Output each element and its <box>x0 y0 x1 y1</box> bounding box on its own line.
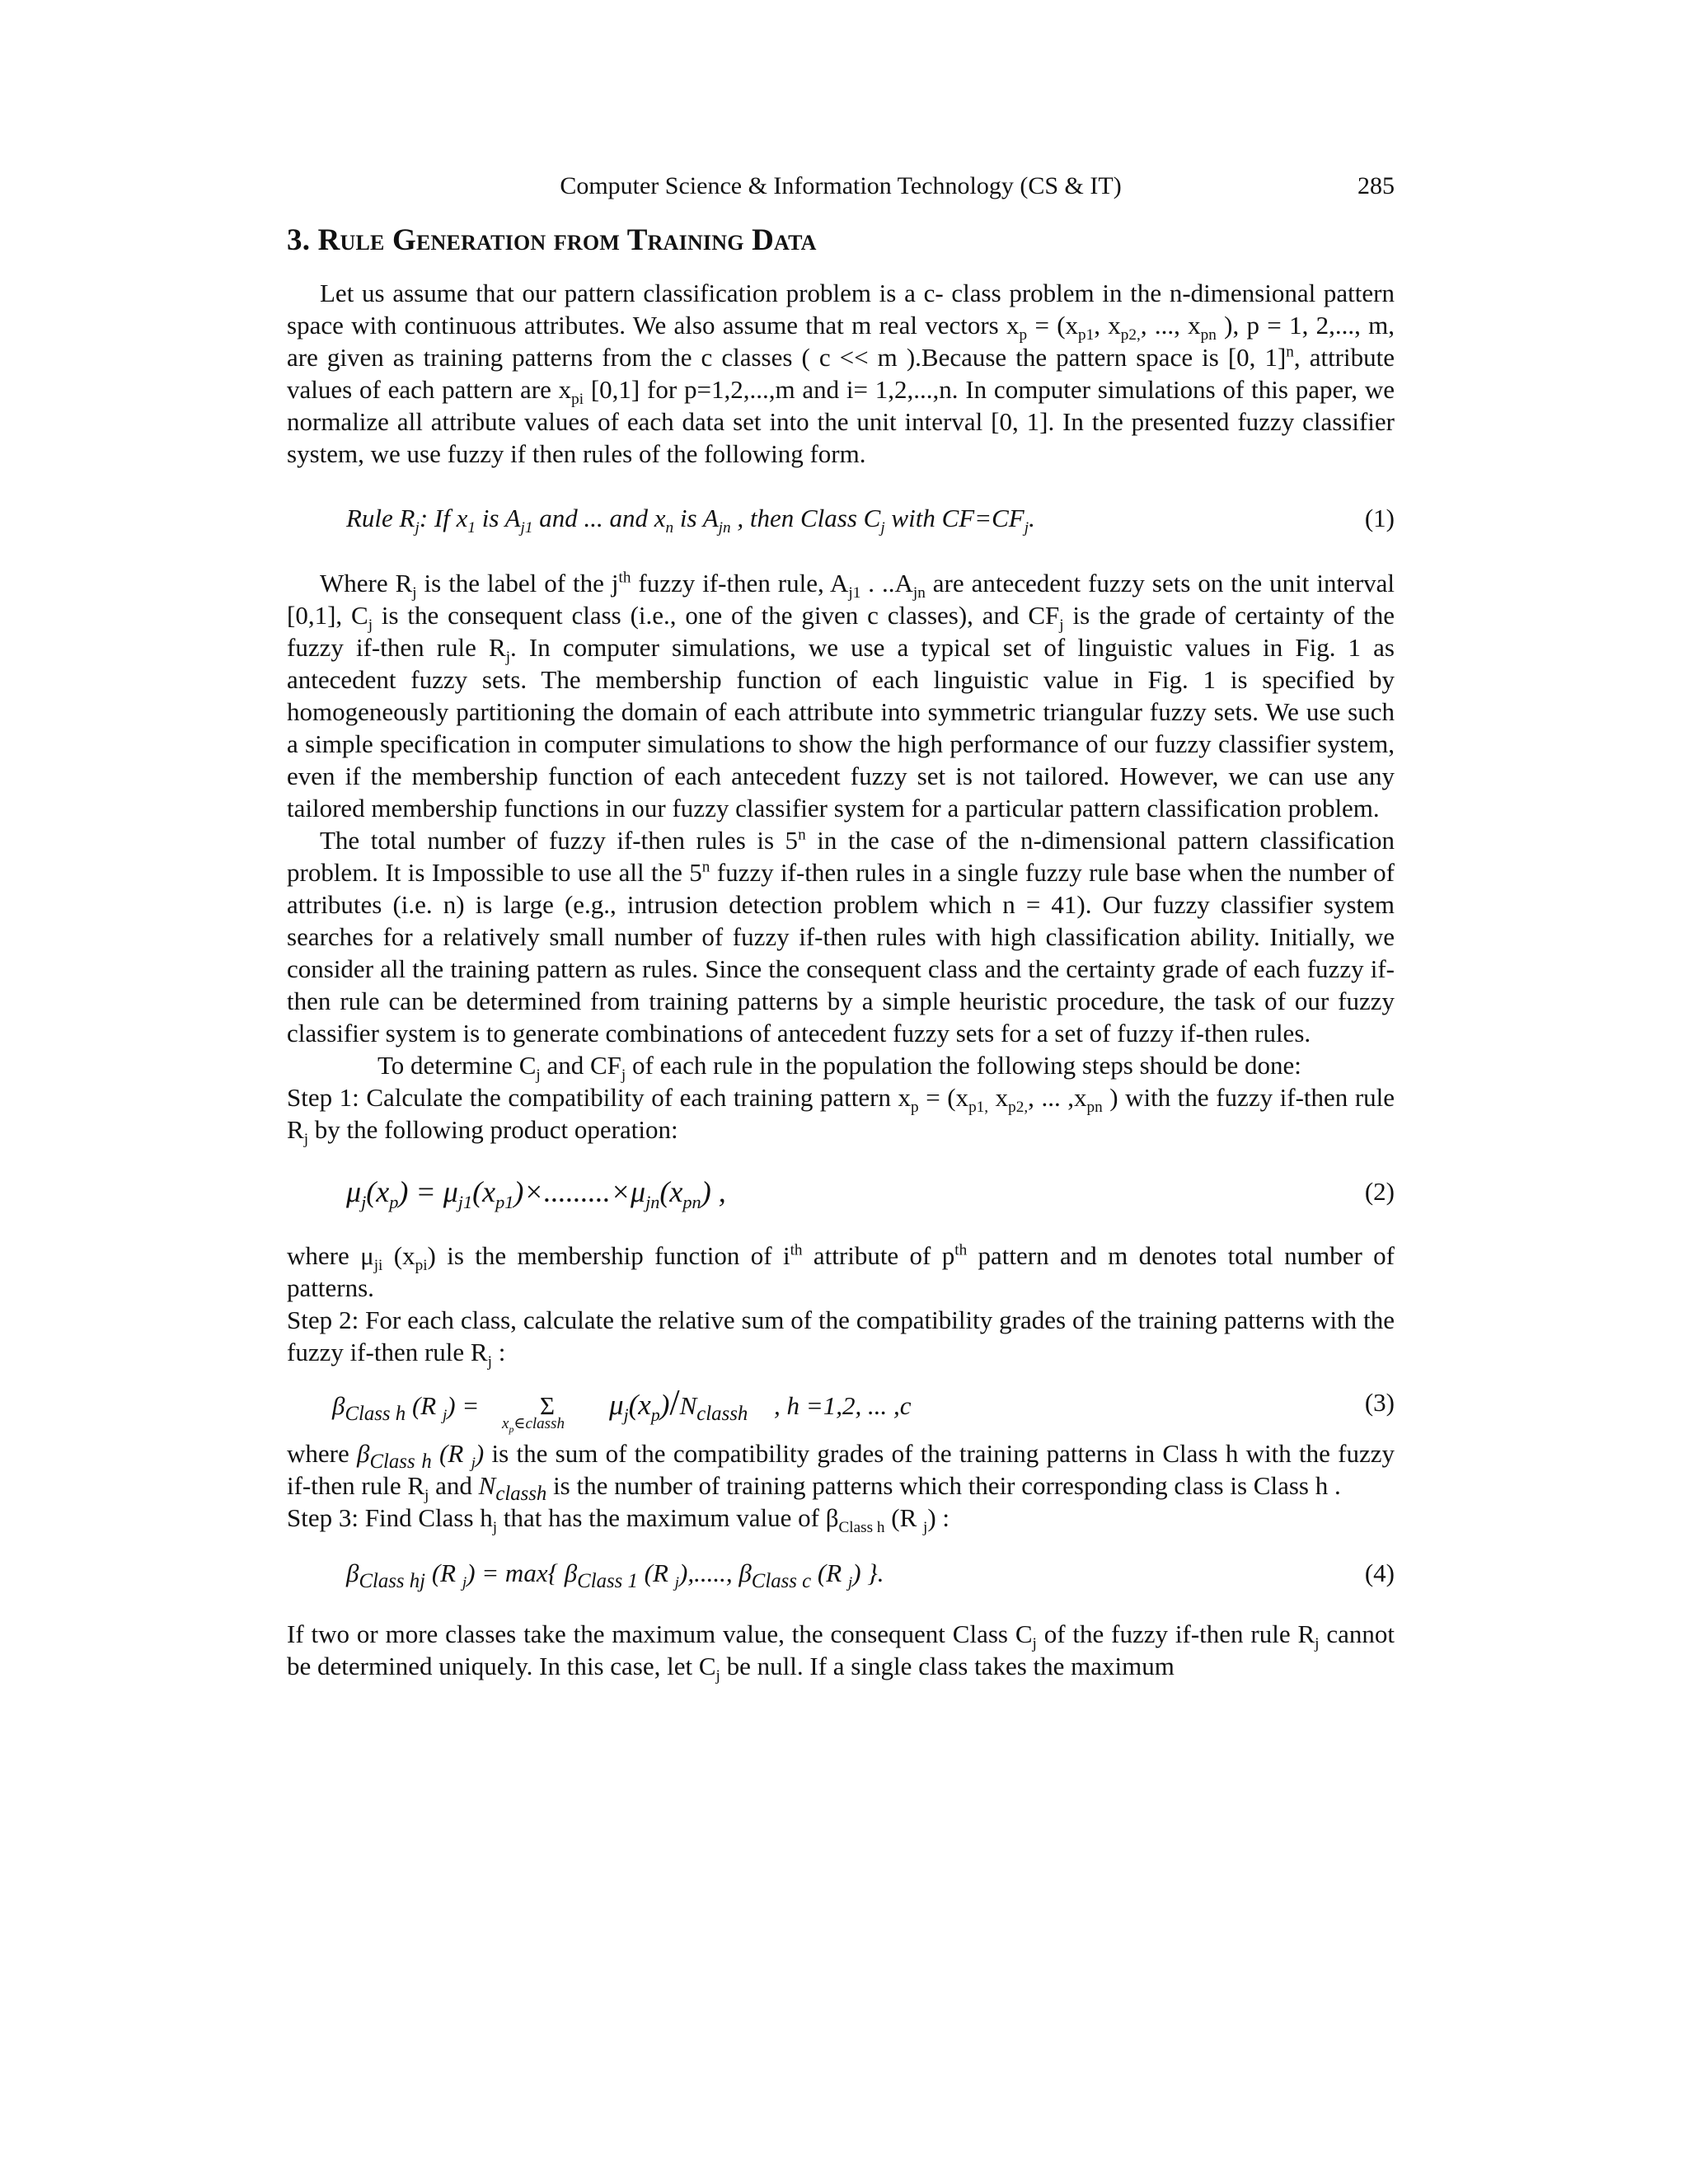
equation-4-body: $\beta_{Class hj}$ (R $_j$) = max{ $\beta_{Class 1}$ (R $_j$),....., $\beta_{Class c}$ (R $_j$) }. <box>346 1558 884 1593</box>
equation-1 <box>287 502 1395 535</box>
step-1: Step 1: Calculate the compatibility of each training pattern $x_p = (x_{p1,}$ $x_{p2,}$, ... $,x_{pn}$ ) with the fuzzy if-then rule $R_j$ by the following product operation: <box>287 1083 1395 1149</box>
equation-2-number: (2) <box>1364 1177 1395 1206</box>
equation-2-body: $\mu_j(x_p) = \mu_{j1}(x_{p1})\times.........\times\mu_{jn}(x_{pn})$ , <box>346 1175 726 1213</box>
journal-name: Computer Science & Information Technology (CS & IT) <box>560 172 1122 199</box>
where-1: where $\mu_{ji}$ $(x_{pi})$ is the membership function of $i^{th}$ attribute of $p^{th}$ pattern and m denotes total number of patterns. <box>287 1241 1395 1302</box>
equation-1-number: (1) <box>1364 504 1395 532</box>
step-3: Step 3: Find Class $h_j$ that has the maximum value of $\beta_{Class h}$ (R $_j$) : <box>287 1503 950 1537</box>
paragraph-4: To determine $C_j$ and $CF_j$ of each rule in the population the following steps should be done: <box>377 1051 1301 1085</box>
equation-1-body: Rule $R_j$: If $x_1$ is $A_{j1}$ and ... and $x_n$ is $A_{jn}$ , then Class $C_j$ with $CF=CF_j$. <box>346 504 1035 537</box>
page-number: 285 <box>1357 172 1395 199</box>
main-column <box>287 221 1395 1685</box>
equation-3-number: (3) <box>1364 1388 1395 1417</box>
equation-2 <box>287 1175 1395 1212</box>
equation-4-number: (4) <box>1364 1558 1395 1587</box>
step-2: Step 2: For each class, calculate the relative sum of the compatibility grades of the training patterns with the fuzzy if-then rule $R_j$ : <box>287 1305 1395 1371</box>
paragraph-3: The total number of fuzzy if-then rules is 5$^n$ in the case of the n-dimensional pattern classification problem. It is Impossible to use all the 5$^n$ fuzzy if-then rules in a single fuzzy rule base when the number of attributes (i.e. n) is large (e.g., intrusion detection problem which n = 41). Our fuzzy classifier system searches for a relatively small number of fuzzy if-then rules with high classification ability. Initially, we consider all the training pattern as rules. Since the consequent class and the certainty grade of each fuzzy if-then rule can be determined from training patterns by a simple heuristic procedure, the task of our fuzzy classifier system is to generate combinations of antecedent fuzzy sets for a set of fuzzy if-then rules. <box>287 826 1395 1047</box>
paragraph-1: Let us assume that our pattern classification problem is a c- class problem in the n-dimensional pattern space with continuous attributes. We also assume that m real vectors $x_p = (x_{p1}$, $x_{p2,}$, ..., $x_{pn}$ ), p = 1, 2,..., m, are given as training patterns from the c classes ( c << m ).Because the pattern space is [0, 1]$^n$, attribute values of each pattern are $x_{pi}$ [0,1] for p=1,2,...,m and i= 1,2,...,n. In computer simulations of this paper, we normalize all attribute values of each data set into the unit interval [0, 1]. In the presented fuzzy classifier system, we use fuzzy if then rules of the following form. <box>287 279 1395 468</box>
paragraph-last: If two or more classes take the maximum value, the consequent Class $C_j$ of the fuzzy if-then rule $R_j$ cannot be determined uniquely. In this case, let $C_j$ be null. If a single class takes the maximum <box>287 1619 1395 1685</box>
equation-3-body: $\beta_{Class h}$ (R $_j$) = Σ $x_p\in classh$ $\mu_j(x_p)/N_{classh}$ , h =1,2, ... ,c <box>332 1382 912 1435</box>
paragraph-2: Where $R_j$ is the label of the $j^{th}$ fuzzy if-then rule, $A_{j1}$ . $..A_{jn}$ are antecedent fuzzy sets on the unit interval [0,1], $C_j$ is the consequent class (i.e., one of the given c classes), and $CF_j$ is the grade of certainty of the fuzzy if-then rule $R_j$. In computer simulations, we use a typical set of linguistic values in Fig. 1 as antecedent fuzzy sets. The membership function of each linguistic value in Fig. 1 is specified by homogeneously partitioning the domain of each attribute into symmetric triangular fuzzy sets. We use such a simple specification in computer simulations to show the high performance of our fuzzy classifier system, even if the membership function of each antecedent fuzzy set is not tailored. However, we can use any tailored membership functions in our fuzzy classifier system for a particular pattern classification problem. <box>287 569 1395 823</box>
equation-4 <box>287 1557 1395 1593</box>
equation-3 <box>287 1382 1395 1437</box>
where-2: where $\beta_{Class h}$ (R $_j$) is the sum of the compatibility grades of the training patterns in Class h with the fuzzy if-then rule $R_j$ and $N_{classh}$ is the number of training patterns which their corresponding class is Class h . <box>287 1439 1395 1506</box>
section-title: 3. Rule Generation from Training Data <box>287 223 817 257</box>
